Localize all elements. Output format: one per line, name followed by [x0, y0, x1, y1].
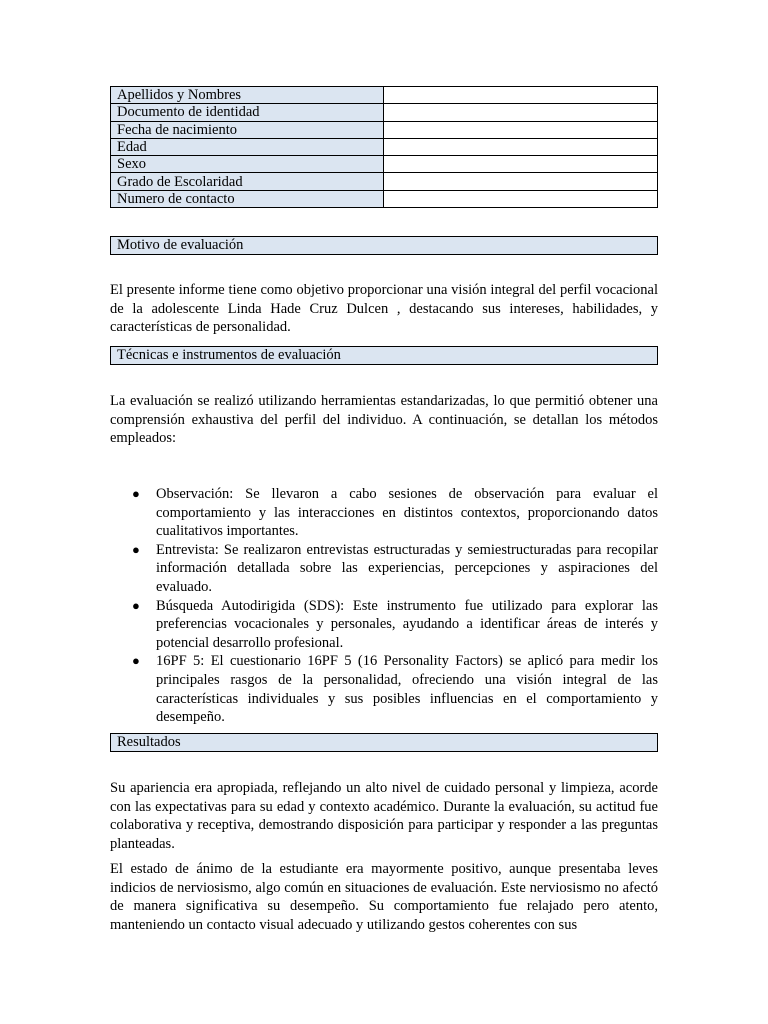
resultados-paragraph-2: El estado de ánimo de la estudiante era mayormente positivo, aunque presentaba leves indicios de nerviosismo, algo común en situaciones de evaluación. Este nerviosismo no afectó de manera significativa su desempeño. Su comportamiento fue relajado pero atento, manteniendo un contacto visual adecuado y utilizando gestos coherentes con sus [110, 861, 658, 933]
bullet-icon: ● [132, 597, 140, 613]
info-value [384, 138, 658, 155]
bullet-icon: ● [132, 541, 140, 557]
info-label: Fecha de nacimiento [111, 121, 384, 138]
info-value [384, 121, 658, 138]
table-row [111, 138, 658, 155]
section-heading-motivo: Motivo de evaluación [110, 236, 658, 255]
info-value [384, 173, 658, 190]
method-text: Búsqueda Autodirigida (SDS): Este instrumento fue utilizado para explorar las preferencias vocacionales y personales, ayudando a identificar áreas de interés y potencial desarrollo profesional. [156, 597, 658, 651]
table-row [111, 156, 658, 173]
info-label: Grado de Escolaridad [111, 173, 384, 190]
method-text: 16PF 5: El cuestionario 16PF 5 (16 Personality Factors) se aplicó para medir los principales rasgos de la personalidad, ofreciendo una visión integral de las características individuales y sus posibles influencias en el comportamiento y desempeño. [156, 653, 658, 726]
table-row [111, 173, 658, 190]
table-row [111, 87, 658, 104]
table-row [111, 190, 658, 207]
info-label: Edad [111, 138, 384, 155]
info-value [384, 190, 658, 207]
info-label: Documento de identidad [111, 104, 384, 121]
list-item [110, 485, 658, 541]
tecnicas-intro-paragraph: La evaluación se realizó utilizando herramientas estandarizadas, lo que permitió obtener una comprensión exhaustiva del perfil del individuo. A continuación, se detallan los métodos empleados: [110, 393, 658, 447]
table-row [111, 104, 658, 121]
info-value [384, 156, 658, 173]
info-value [384, 87, 658, 104]
info-label: Apellidos y Nombres [111, 87, 384, 104]
method-text: Entrevista: Se realizaron entrevistas estructuradas y semiestructuradas para recopilar información detallada sobre las experiencias, percepciones y aspiraciones del evaluado. [156, 541, 658, 595]
list-item [110, 541, 658, 597]
motivo-paragraph: El presente informe tiene como objetivo proporcionar una visión integral del perfil vocacional de la adolescente Linda Hade Cruz Dulcen , destacando sus intereses, habilidades, y características de personalidad. [110, 282, 658, 336]
list-item [110, 597, 658, 653]
section-heading-tecnicas: Técnicas e instrumentos de evaluación [110, 346, 658, 365]
info-value [384, 104, 658, 121]
method-text: Observación: Se llevaron a cabo sesiones de observación para evaluar el comportamiento y las interacciones en distintos contextos, proporcionando datos cualitativos importantes. [156, 486, 658, 540]
methods-list [110, 485, 658, 727]
list-item [110, 652, 658, 726]
bullet-icon: ● [132, 653, 140, 669]
personal-info-table [110, 86, 658, 208]
resultados-paragraph-1: Su apariencia era apropiada, reflejando un alto nivel de cuidado personal y limpieza, acorde con las expectativas para su edad y contexto académico. Durante la evaluación, su actitud fue colaborativa y receptiva, demostrando disposición para participar y responder a las preguntas planteadas. [110, 780, 658, 852]
table-row [111, 121, 658, 138]
section-heading-resultados: Resultados [110, 733, 658, 752]
bullet-icon: ● [132, 486, 140, 501]
info-label: Sexo [111, 156, 384, 173]
info-label: Numero de contacto [111, 190, 384, 207]
